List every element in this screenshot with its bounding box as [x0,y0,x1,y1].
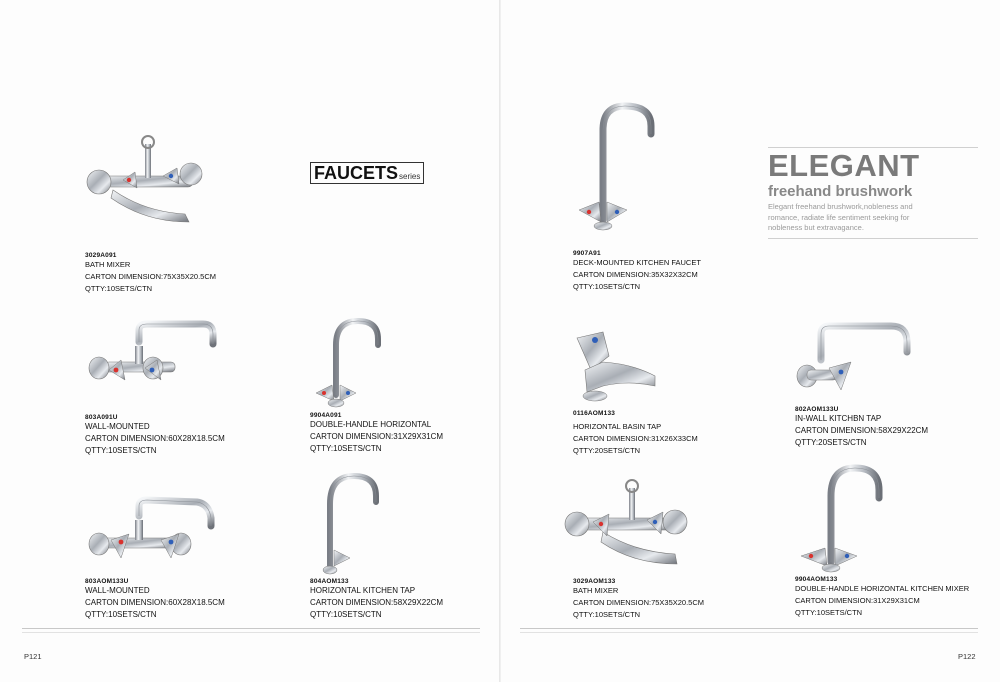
product-card [85,132,285,295]
product-quantity: QTTY:10SETS/CTN [85,610,157,619]
product-card [85,492,285,621]
product-card [573,326,773,457]
divider [768,238,978,239]
product-card [795,462,995,619]
divider [768,147,978,148]
product-card [310,315,510,455]
basin-tap-image [573,326,663,408]
wall-mounted-faucet-image [85,318,225,404]
product-name: HORIZONTAL BASIN TAP [573,422,662,431]
product-card [85,318,285,457]
double-handle-faucet-image [310,315,390,411]
series-title [310,162,424,184]
product-code: 803AOM133U [85,578,129,585]
product-code: 9904A091 [310,412,342,419]
footer-rule [520,632,978,633]
product-quantity: QTTY:10SETS/CTN [85,284,153,293]
product-name: DECK-MOUNTED KITCHEN FAUCET [573,258,701,267]
product-dimension: CARTON DIMENSION:31X29X31CM [310,432,444,441]
product-card [795,320,995,449]
product-card [310,470,510,621]
product-name: HORIZONTAL KITCHEN TAP [310,586,416,595]
wall-mounted-faucet-image [85,492,225,574]
product-code: 0116AOM133 [573,410,616,417]
product-code: 804AOM133 [310,578,349,585]
in-wall-tap-image [795,320,915,402]
series-title-main: FAUCETS [314,163,399,183]
product-dimension: CARTON DIMENSION:75X35X20.5CM [573,598,705,607]
product-quantity: QTTY:20SETS/CTN [795,438,867,447]
product-dimension: CARTON DIMENSION:58X29X22CM [795,426,929,435]
product-code: 9904AOM133 [795,576,838,583]
page-number: P121 [24,652,42,661]
footer-rule [22,628,480,629]
product-dimension: CARTON DIMENSION:58X29X22CM [310,598,444,607]
product-quantity: QTTY:10SETS/CTN [310,610,382,619]
product-card [573,100,773,293]
product-code: 3029A091 [85,252,117,259]
product-quantity: QTTY:20SETS/CTN [573,446,641,455]
bath-mixer-image [563,478,693,576]
headline: ELEGANT [768,148,920,183]
product-name: WALL-MOUNTED [85,422,150,431]
product-code: 9907A91 [573,250,601,257]
product-name: BATH MIXER [85,260,131,269]
product-quantity: QTTY:10SETS/CTN [573,610,641,619]
product-dimension: CARTON DIMENSION:60X28X18.5CM [85,434,225,443]
kitchen-tap-image [310,470,390,576]
subheadline: freehand brushwork [768,183,913,200]
product-name: DOUBLE-HANDLE HORIZONTAL [310,420,432,429]
product-name: DOUBLE-HANDLE HORIZONTAL KITCHEN MIXER [795,584,970,593]
footer-rule [22,632,480,633]
product-dimension: CARTON DIMENSION:35X32X32CM [573,270,698,279]
product-quantity: QTTY:10SETS/CTN [573,282,641,291]
bath-mixer-image [85,132,205,250]
page-number: P122 [958,652,976,661]
product-quantity: QTTY:10SETS/CTN [310,444,382,453]
product-code: 803A091U [85,414,118,421]
product-code: 3029AOM133 [573,578,616,585]
product-name: BATH MIXER [573,586,619,595]
product-dimension: CARTON DIMENSION:75X35X20.5CM [85,272,217,281]
product-dimension: CARTON DIMENSION:60X28X18.5CM [85,598,225,607]
deck-mounted-faucet-image [573,100,663,250]
series-title-sub: series [399,172,421,181]
product-name: IN-WALL KITCHBN TAP [795,414,882,423]
product-card [563,478,763,621]
body-text: Elegant freehand brushwork,nobleness and romance, radiate life sentiment seeking for nobleness but extravagance. [768,202,913,232]
product-code: 802AOM133U [795,406,839,413]
footer-rule [520,628,978,629]
product-name: WALL-MOUNTED [85,586,150,595]
kitchen-mixer-image [795,462,885,574]
product-dimension: CARTON DIMENSION:31X26X33CM [573,434,698,443]
product-quantity: QTTY:10SETS/CTN [795,608,863,617]
product-dimension: CARTON DIMENSION:31X29X31CM [795,596,920,605]
elegant-text-block [768,150,978,234]
product-quantity: QTTY:10SETS/CTN [85,446,157,455]
